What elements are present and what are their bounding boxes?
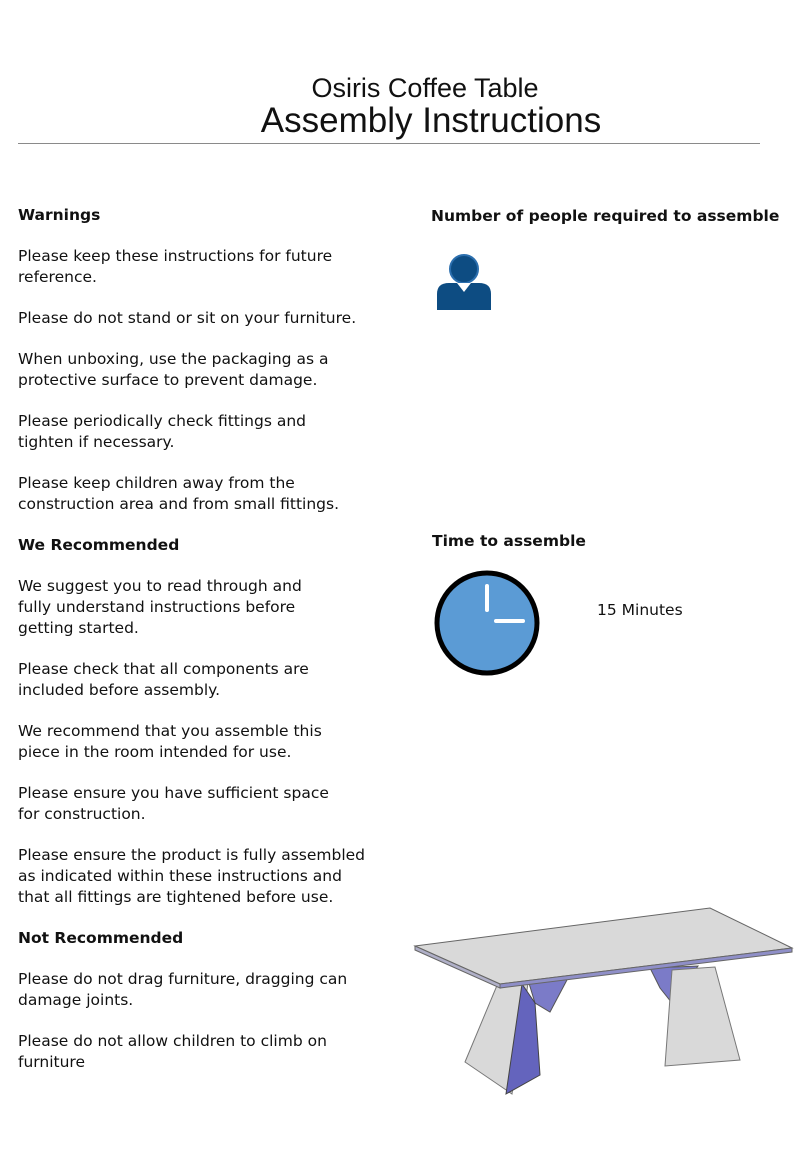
document-title: Assembly Instructions [260,101,602,140]
people-heading: Number of people required to assemble [431,207,780,225]
recommended-heading: We Recommended [18,536,180,554]
clock-icon [434,570,540,676]
warning-item: Please do not stand or sit on your furniture. [18,309,357,327]
recommended-item: Please check that all components are included before assembly. [18,660,309,699]
recommended-item: Please ensure you have sufficient space for construction. [18,784,329,823]
recommended-item: Please ensure the product is fully assembled as indicated within these instructions and that all fittings are tightened before use. [18,846,365,906]
not-recommended-item: Please do not allow children to climb on furniture [18,1032,327,1071]
recommended-item: We recommend that you assemble this piece in the room intended for use. [18,722,322,761]
not-recommended-item: Please do not drag furniture, dragging can damage joints. [18,970,348,1009]
person-icon [435,252,493,312]
warning-item: When unboxing, use the packaging as a protective surface to prevent damage. [18,350,329,389]
product-name: Osiris Coffee Table [311,73,539,103]
coffee-table-illustration [410,900,795,1100]
time-value: 15 Minutes [597,601,683,619]
header-divider [18,143,760,144]
warning-item: Please periodically check fittings and tighten if necessary. [18,412,306,451]
instructions-column [18,205,378,1073]
warning-item: Please keep these instructions for future reference. [18,247,333,286]
recommended-item: We suggest you to read through and fully understand instructions before getting started. [18,577,302,637]
time-heading: Time to assemble [432,532,586,550]
not-recommended-heading: Not Recommended [18,929,184,947]
warnings-heading: Warnings [18,206,101,224]
warning-item: Please keep children away from the construction area and from small fittings. [18,474,339,513]
